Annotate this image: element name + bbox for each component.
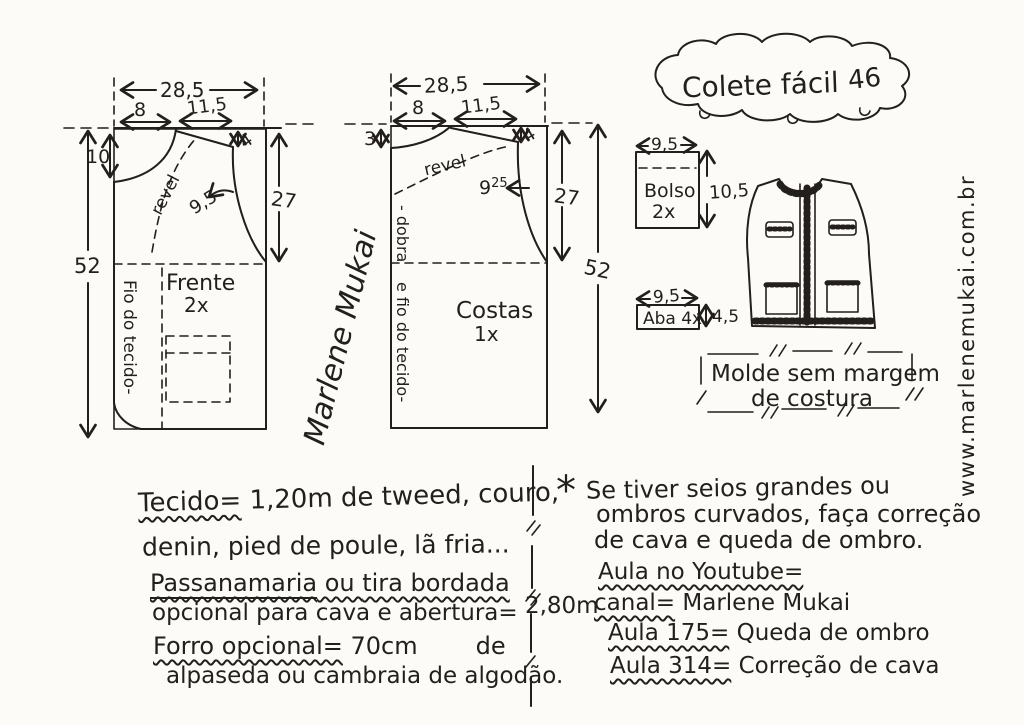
back-fold-label: - dobra bbox=[393, 205, 412, 263]
front-piece-label: Frente bbox=[166, 271, 236, 296]
flap-label: Aba 4x bbox=[643, 309, 703, 329]
back-dim-neck-depth: 3 bbox=[364, 128, 377, 150]
front-dim-neck-depth: 10 bbox=[86, 146, 111, 168]
vest-right-pocket bbox=[827, 281, 858, 312]
note-adjust-line1: Se tiver seios grandes ou bbox=[585, 471, 891, 505]
back-dim-width: 28,5 bbox=[423, 71, 470, 98]
note-fabric-line2: denin, pied de poule, lã fria... bbox=[141, 529, 510, 562]
note-trim-line2: opcional para cava e abertura= 2,80m bbox=[152, 593, 599, 626]
note-adjust-line2: ombros curvados, faça correção bbox=[596, 500, 982, 528]
pocket-dim-height: 10,5 bbox=[708, 179, 750, 204]
back-piece-qty: 1x bbox=[474, 322, 499, 346]
front-dim-length: 52 bbox=[74, 254, 101, 278]
signature-text: Marlene Mukai bbox=[297, 227, 385, 449]
pocket-dim-width: 9,5 bbox=[651, 135, 679, 155]
note-trim-line1: Passanamaria ou tira bordada bbox=[150, 569, 510, 597]
back-grainline-label: e fio do tecido- bbox=[393, 282, 412, 403]
back-dim-length: 52 bbox=[581, 254, 614, 284]
back-hatch-regions bbox=[391, 126, 547, 262]
page-title-size: 46 bbox=[846, 62, 883, 96]
cloud-curl bbox=[860, 108, 870, 115]
back-dim-armhole-depth: 27 bbox=[552, 183, 582, 211]
note-lining-line2: alpaseda ou cambraia de algodão. bbox=[166, 663, 564, 689]
front-piece bbox=[64, 78, 318, 437]
front-dim-shoulder-drop: 4 bbox=[235, 129, 258, 154]
pocket-qty: 2x bbox=[652, 201, 676, 223]
note-adjust-line3: de cava e queda de ombro. bbox=[594, 526, 924, 554]
back-piece bbox=[345, 72, 613, 428]
pocket-label: Bolso bbox=[644, 180, 696, 202]
note-fabric-line1: Tecido= 1,20m de tweed, couro, bbox=[137, 477, 560, 519]
molde-note-line2: de costura bbox=[751, 386, 873, 412]
page-title: Colete fácil bbox=[681, 65, 840, 105]
vest-illustration bbox=[747, 179, 875, 328]
front-dim-neck-width: 8 bbox=[134, 99, 147, 121]
front-grainline-label: Fio do tecido- bbox=[119, 280, 139, 395]
asterisk-bullet: * bbox=[556, 468, 576, 514]
front-piece-qty: 2x bbox=[184, 293, 209, 317]
molde-note-line1: Molde sem margem bbox=[711, 361, 940, 387]
flap-dim-width: 9,5 bbox=[652, 285, 681, 308]
pocket-piece bbox=[636, 135, 750, 228]
vest-left-pocket bbox=[766, 283, 797, 314]
note-aula314-line: Aula 314= Correção de cava bbox=[610, 653, 940, 679]
back-outline bbox=[391, 126, 548, 428]
back-piece-label: Costas bbox=[456, 298, 534, 324]
front-pocket-outline bbox=[166, 336, 230, 402]
back-dim-armhole-width: $9^{25}$ bbox=[479, 176, 508, 199]
front-dim-armhole-depth: 27 bbox=[269, 186, 299, 214]
molde-note bbox=[697, 343, 940, 418]
back-dim-shoulder-drop: 4 bbox=[519, 123, 540, 148]
trim-length-value: 2,80m bbox=[524, 593, 599, 619]
front-facing-label: revel bbox=[147, 171, 185, 219]
flap-dim-height: 4,5 bbox=[712, 307, 740, 327]
front-dim-width: 28,5 bbox=[160, 78, 205, 102]
note-aula175-line: Aula 175= Queda de ombro bbox=[608, 620, 930, 646]
note-fabric-label: Tecido= bbox=[137, 485, 242, 519]
note-youtube-line: Aula no Youtube= bbox=[598, 559, 804, 585]
front-dim-armhole-width: 9,5 bbox=[185, 186, 222, 220]
back-dim-neck-width: 8 bbox=[412, 97, 425, 119]
back-dim-shoulder: 11,5 bbox=[459, 92, 503, 119]
note-lining-line1: Forro opcional= 70cm de bbox=[153, 632, 506, 660]
website-text: www.marlenemukai.com.br bbox=[955, 174, 979, 497]
front-dim-shoulder: 11,5 bbox=[185, 93, 229, 120]
note-channel-line: canal= Marlene Mukai bbox=[594, 590, 851, 616]
title-cloud bbox=[655, 34, 909, 124]
back-facing-label: revel bbox=[422, 151, 468, 181]
flap-piece bbox=[637, 286, 739, 329]
back-dimensions bbox=[381, 84, 598, 412]
